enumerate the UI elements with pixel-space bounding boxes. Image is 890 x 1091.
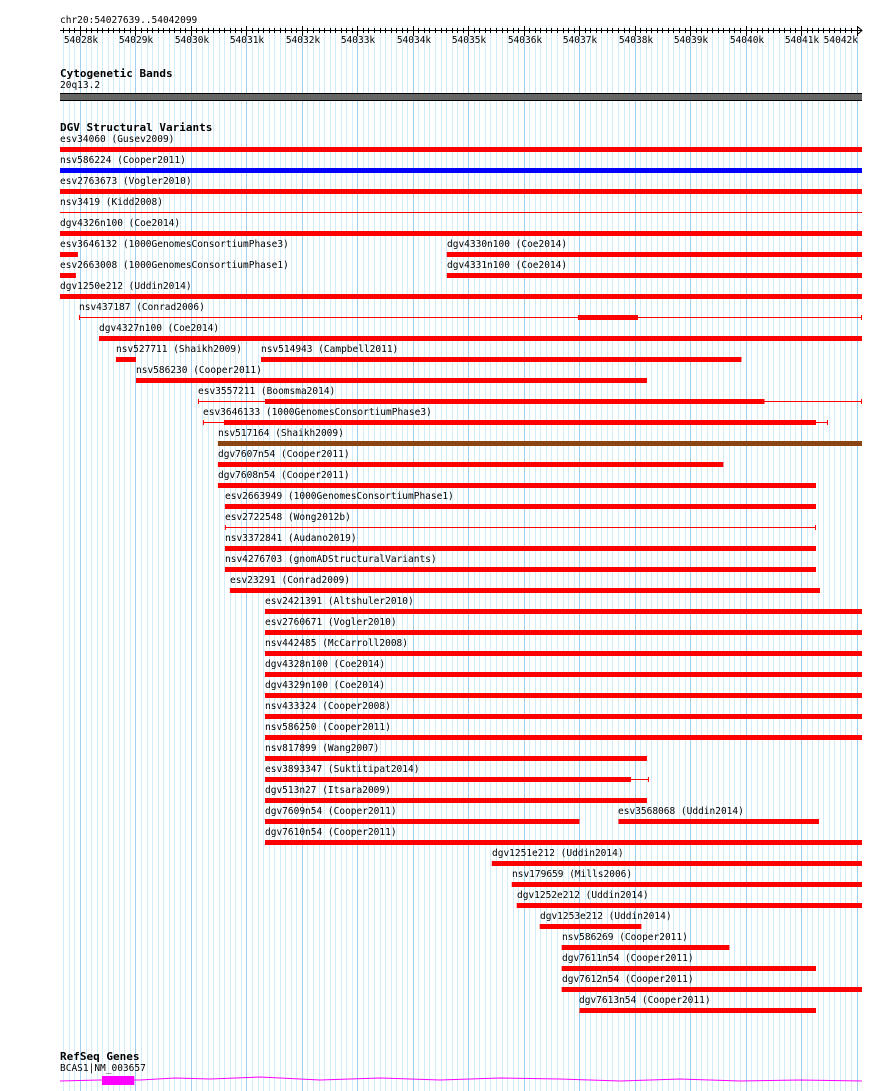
dgv-feature-bar[interactable] [517, 903, 862, 908]
dgv-feature-label[interactable]: nsv586269 (Cooper2011) [562, 932, 688, 943]
dgv-feature-label[interactable]: dgv1252e212 (Uddin2014) [517, 890, 649, 901]
ruler-tick-label: 54039k [673, 35, 709, 46]
dgv-feature-label[interactable]: nsv179659 (Mills2006) [512, 869, 633, 880]
dgv-feature-label[interactable]: dgv1250e212 (Uddin2014) [60, 281, 192, 292]
dgv-feature-label[interactable]: nsv3419 (Kidd2008) [60, 197, 163, 208]
dgv-feature-label[interactable]: nsv437187 (Conrad2006) [79, 302, 205, 313]
dgv-feature-bar[interactable] [225, 546, 816, 551]
dgv-feature-label[interactable]: nsv517164 (Shaikh2009) [218, 428, 344, 439]
dgv-feature-bar[interactable] [265, 756, 647, 761]
dgv-feature-label[interactable]: esv23291 (Conrad2009) [230, 575, 351, 586]
ruler-tick-label: 54033k [340, 35, 376, 46]
dgv-feature-label[interactable]: nsv442485 (McCarroll2008) [265, 638, 408, 649]
dgv-feature-label[interactable]: dgv7611n54 (Cooper2011) [562, 953, 694, 964]
ruler-tick-label: 54038k [618, 35, 654, 46]
dgv-feature-label[interactable]: dgv4330n100 (Coe2014) [447, 239, 568, 250]
dgv-feature-label[interactable]: nsv586224 (Cooper2011) [60, 155, 186, 166]
dgv-feature-bar[interactable] [60, 252, 78, 257]
ruler-tick-label: 54040k [729, 35, 765, 46]
dgv-feature-label[interactable]: dgv7608n54 (Cooper2011) [218, 470, 350, 481]
dgv-feature-label[interactable]: esv3568068 (Uddin2014) [618, 806, 744, 817]
dgv-feature-bar[interactable] [224, 420, 816, 425]
ruler-tick-label: 54034k [396, 35, 432, 46]
dgv-feature-bar[interactable] [225, 567, 816, 572]
dgv-feature-bar[interactable] [265, 840, 862, 845]
refseq-gene-label[interactable]: BCAS1|NM_003657 [60, 1063, 146, 1074]
dgv-feature-label[interactable]: dgv7609n54 (Cooper2011) [265, 806, 397, 817]
dgv-feature-bar[interactable] [265, 819, 579, 824]
dgv-feature-bar[interactable] [218, 441, 862, 446]
dgv-feature-bar[interactable] [99, 336, 862, 341]
ruler-tick-label: 54029k [118, 35, 154, 46]
dgv-feature-bar[interactable] [265, 693, 862, 698]
dgv-feature-label[interactable]: dgv7613n54 (Cooper2011) [579, 995, 711, 1006]
dgv-feature-label[interactable]: dgv7610n54 (Cooper2011) [265, 827, 397, 838]
ruler-tick-label: 54041k [784, 35, 820, 46]
ruler-tick-label: 54032k [285, 35, 321, 46]
cytoband-track-title[interactable]: Cytogenetic Bands [60, 67, 173, 80]
dgv-feature-bar[interactable] [60, 168, 862, 173]
dgv-feature-bar[interactable] [60, 273, 76, 278]
dgv-feature-bar[interactable] [265, 609, 862, 614]
dgv-feature-label[interactable]: nsv586230 (Cooper2011) [136, 365, 262, 376]
dgv-feature-label[interactable]: dgv4327n100 (Coe2014) [99, 323, 220, 334]
dgv-feature-bar[interactable] [265, 651, 862, 656]
dgv-feature-bar[interactable] [265, 735, 862, 740]
dgv-feature-label[interactable]: nsv817899 (Wang2007) [265, 743, 380, 754]
dgv-feature-label[interactable]: dgv513n27 (Itsara2009) [265, 785, 391, 796]
dgv-feature-label[interactable]: dgv4328n100 (Coe2014) [265, 659, 386, 670]
dgv-feature-label[interactable]: esv3557211 (Boomsma2014) [198, 386, 336, 397]
refseq-track-title[interactable]: RefSeq Genes [60, 1050, 140, 1063]
dgv-feature-bar[interactable] [492, 861, 862, 866]
dgv-feature-label[interactable]: esv2663008 (1000GenomesConsortiumPhase1) [60, 260, 289, 271]
dgv-feature-bar[interactable] [218, 483, 816, 488]
dgv-feature-label[interactable]: esv2760671 (Vogler2010) [265, 617, 397, 628]
dgv-feature-label[interactable]: nsv433324 (Cooper2008) [265, 701, 391, 712]
dgv-feature-label[interactable]: dgv7607n54 (Cooper2011) [218, 449, 350, 460]
dgv-feature-bar[interactable] [60, 294, 862, 299]
dgv-feature-bar[interactable] [265, 399, 765, 404]
dgv-feature-label[interactable]: dgv7612n54 (Cooper2011) [562, 974, 694, 985]
dgv-feature-bar[interactable] [218, 462, 723, 467]
dgv-feature-label[interactable]: dgv4326n100 (Coe2014) [60, 218, 181, 229]
dgv-feature-bar[interactable] [447, 273, 862, 278]
dgv-feature-bar[interactable] [261, 357, 741, 362]
cytoband-label: 20q13.2 [60, 80, 101, 91]
dgv-feature-bar[interactable] [512, 882, 862, 887]
dgv-feature-label[interactable]: nsv527711 (Shaikh2009) [116, 344, 242, 355]
dgv-feature-label[interactable]: nsv4276703 (gnomADStructuralVariants) [225, 554, 437, 565]
dgv-feature-bar[interactable] [562, 987, 862, 992]
dgv-feature-bar[interactable] [60, 189, 862, 194]
dgv-feature-label[interactable]: nsv586250 (Cooper2011) [265, 722, 391, 733]
dgv-feature-label[interactable]: esv3893347 (Suktitipat2014) [265, 764, 420, 775]
dgv-feature-label[interactable]: dgv1253e212 (Uddin2014) [540, 911, 672, 922]
dgv-feature-bar[interactable] [60, 147, 862, 152]
ruler-tick-label: 54028k [63, 35, 99, 46]
dgv-feature-bar[interactable] [618, 819, 819, 824]
refseq-gene-model[interactable] [0, 1071, 890, 1091]
dgv-feature-label[interactable]: esv2421391 (Altshuler2010) [265, 596, 414, 607]
dgv-feature-bar[interactable] [265, 630, 862, 635]
dgv-track-title[interactable]: DGV Structural Variants [60, 121, 213, 134]
dgv-feature-bar[interactable] [265, 798, 647, 803]
ruler-tick-label: 54042k [823, 35, 858, 46]
ruler-tick-label: 54035k [451, 35, 487, 46]
dgv-feature-bar[interactable] [265, 672, 862, 677]
dgv-feature-bar[interactable] [265, 777, 631, 782]
dgv-feature-bar[interactable] [136, 378, 647, 383]
dgv-feature-bar[interactable] [578, 315, 638, 320]
dgv-feature-bar[interactable] [562, 945, 730, 950]
dgv-feature-bar[interactable] [265, 714, 862, 719]
dgv-feature-bar[interactable] [447, 252, 862, 257]
dgv-feature-label[interactable]: dgv4331n100 (Coe2014) [447, 260, 568, 271]
dgv-feature-label[interactable]: esv3646133 (1000GenomesConsortiumPhase3) [203, 407, 432, 418]
dgv-feature-label[interactable]: dgv4329n100 (Coe2014) [265, 680, 386, 691]
dgv-feature-bar[interactable] [225, 504, 816, 509]
dgv-feature-label[interactable]: esv2663949 (1000GenomesConsortiumPhase1) [225, 491, 454, 502]
dgv-feature-bar[interactable] [230, 588, 820, 593]
dgv-feature-bar[interactable] [562, 966, 816, 971]
dgv-feature-label[interactable]: esv3646132 (1000GenomesConsortiumPhase3) [60, 239, 289, 250]
dgv-feature-label[interactable]: esv2763673 (Vogler2010) [60, 176, 192, 187]
ruler-tick-label: 54037k [562, 35, 598, 46]
ruler-tick-label: 54036k [507, 35, 543, 46]
dgv-feature-label[interactable]: nsv514943 (Campbell2011) [261, 344, 399, 355]
ruler-tick-label: 54030k [174, 35, 210, 46]
location-label: chr20:54027639..54042099 [60, 15, 198, 26]
dgv-feature-bar[interactable] [60, 231, 862, 236]
refseq-intron-line [60, 1077, 862, 1081]
ruler-tick-label: 54031k [229, 35, 265, 46]
dgv-feature-bar[interactable] [116, 357, 136, 362]
dgv-feature-label[interactable]: esv2722548 (Wong2012b) [225, 512, 351, 523]
refseq-exon-block[interactable] [102, 1076, 134, 1085]
dgv-feature-label[interactable]: esv34060 (Gusev2009) [60, 134, 175, 145]
dgv-feature-bar[interactable] [579, 1008, 816, 1013]
dgv-feature-label[interactable]: nsv3372841 (Audano2019) [225, 533, 357, 544]
dgv-feature-bar[interactable] [540, 924, 642, 929]
dgv-feature-label[interactable]: dgv1251e212 (Uddin2014) [492, 848, 624, 859]
